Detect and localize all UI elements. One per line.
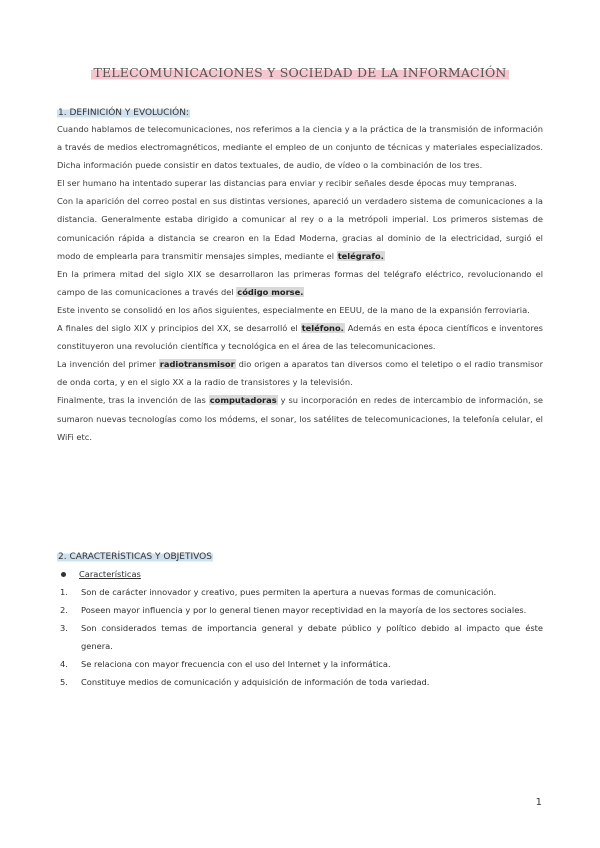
list-item-number: 3. xyxy=(60,623,68,633)
section1-heading: 1. DEFINICIÓN Y EVOLUCIÓN: xyxy=(58,108,189,118)
section1-paragraph-3 xyxy=(57,192,543,264)
list-item-number: 2. xyxy=(60,605,68,615)
characteristics-list xyxy=(57,583,543,691)
paragraph-text: En la primera mitad del siglo XIX se desarrollaron las primeras formas del telégrafo eléctrico, revolucionando el campo de las comunicaciones a través del xyxy=(57,268,543,297)
page-title: TELECOMUNICACIONES Y SOCIEDAD DE LA INFORMACIÓN xyxy=(93,65,507,80)
section1-paragraph-8 xyxy=(57,391,543,445)
highlight-computadoras: computadoras xyxy=(209,395,277,406)
highlight-telefono: teléfono. xyxy=(301,323,344,334)
list-item xyxy=(57,583,543,601)
bullet-icon xyxy=(61,572,66,577)
paragraph-text: Con la aparición del correo postal en sus distintas versiones, apareció un verdadero sistema de comunicaciones a la distancia. Generalmente estaba dirigido a comunicar al rey o a la metrópoli imperial. Los primeros sistemas de comunicación rápida a distancia se crearon en la Edad Moderna, gracias al dominio de la electricidad, surgió el modo de emplearla para transmitir mensajes simples, mediante el xyxy=(57,196,543,261)
bullet-caracteristicas xyxy=(57,565,543,583)
section-caracteristicas xyxy=(57,544,543,691)
section1-paragraph-2: El ser humano ha intentado superar las distancias para enviar y recibir señales desde épocas muy tempranas. xyxy=(57,178,517,189)
paragraph-text: dio origen a aparatos tan diversos como el teletipo o el radio transmisor de onda corta, y en el siglo XX a la radio de transistores y la televisión. xyxy=(57,359,544,388)
section1-paragraph-5: Este invento se consolidó en los años siguientes, especialmente en EEUU, de la mano de la expansión ferroviaria. xyxy=(57,304,530,315)
section-definicion xyxy=(57,100,543,446)
paragraph-text: Finalmente, tras la invención de las xyxy=(57,395,206,406)
list-item-number: 4. xyxy=(60,659,68,669)
list-item xyxy=(57,673,543,691)
section1-paragraph-4 xyxy=(57,265,543,301)
highlight-telegrafo: telégrafo. xyxy=(337,250,384,261)
list-item-text: Poseen mayor influencia y por lo general tienen mayor receptividad en la mayoría de los sectores sociales. xyxy=(81,605,527,615)
section2-heading: 2. CARACTERÍSTICAS Y OBJETIVOS xyxy=(58,552,212,562)
list-item-text: Se relaciona con mayor frecuencia con el uso del Internet y la informática. xyxy=(81,659,391,669)
bullet-label: Características xyxy=(79,569,141,579)
highlight-radiotransmisor: radiotransmisor xyxy=(159,359,235,370)
section1-paragraph-1: Cuando hablamos de telecomunicaciones, nos referimos a la ciencia y a la práctica de la transmisión de información a través de medios electromagnéticos, mediante el empleo de un conjunto de técnicas y materiales especializados. Dicha información puede consistir en datos textuales, de audio, de vídeo o la combinación de los tres. xyxy=(57,124,543,171)
paragraph-text: Además en esta época científicos e inventores constituyeron una revolución científica y tecnológica en el área de las telecomunicaciones. xyxy=(57,323,543,352)
list-item xyxy=(57,655,543,673)
list-item xyxy=(57,601,543,619)
highlight-codigo-morse: código morse. xyxy=(237,286,304,297)
section1-paragraph-6 xyxy=(57,319,543,355)
list-item xyxy=(57,619,543,655)
paragraph-text: La invención del primer xyxy=(57,359,156,370)
list-item-text: Son considerados temas de importancia general y debate público y político debido al impacto que éste genera. xyxy=(81,623,543,651)
paragraph-text: y su incorporación en redes de intercambio de información, se sumaron nuevas tecnologías como los módems, el sonar, los satélites de telecomunicaciones, la telefonía celular, el WiFi etc. xyxy=(57,395,544,442)
list-item-number: 1. xyxy=(60,587,68,597)
list-item-text: Constituye medios de comunicación y adquisición de información de toda variedad. xyxy=(81,677,430,687)
list-item-number: 5. xyxy=(60,677,68,687)
page-number: 1 xyxy=(535,797,542,808)
section1-paragraph-7 xyxy=(57,355,543,391)
title-container xyxy=(0,62,600,81)
paragraph-text: A finales del siglo XIX y principios del XX, se desarrolló el xyxy=(57,323,298,334)
list-item-text: Son de carácter innovador y creativo, pues permiten la apertura a nuevas formas de comunicación. xyxy=(81,587,497,597)
